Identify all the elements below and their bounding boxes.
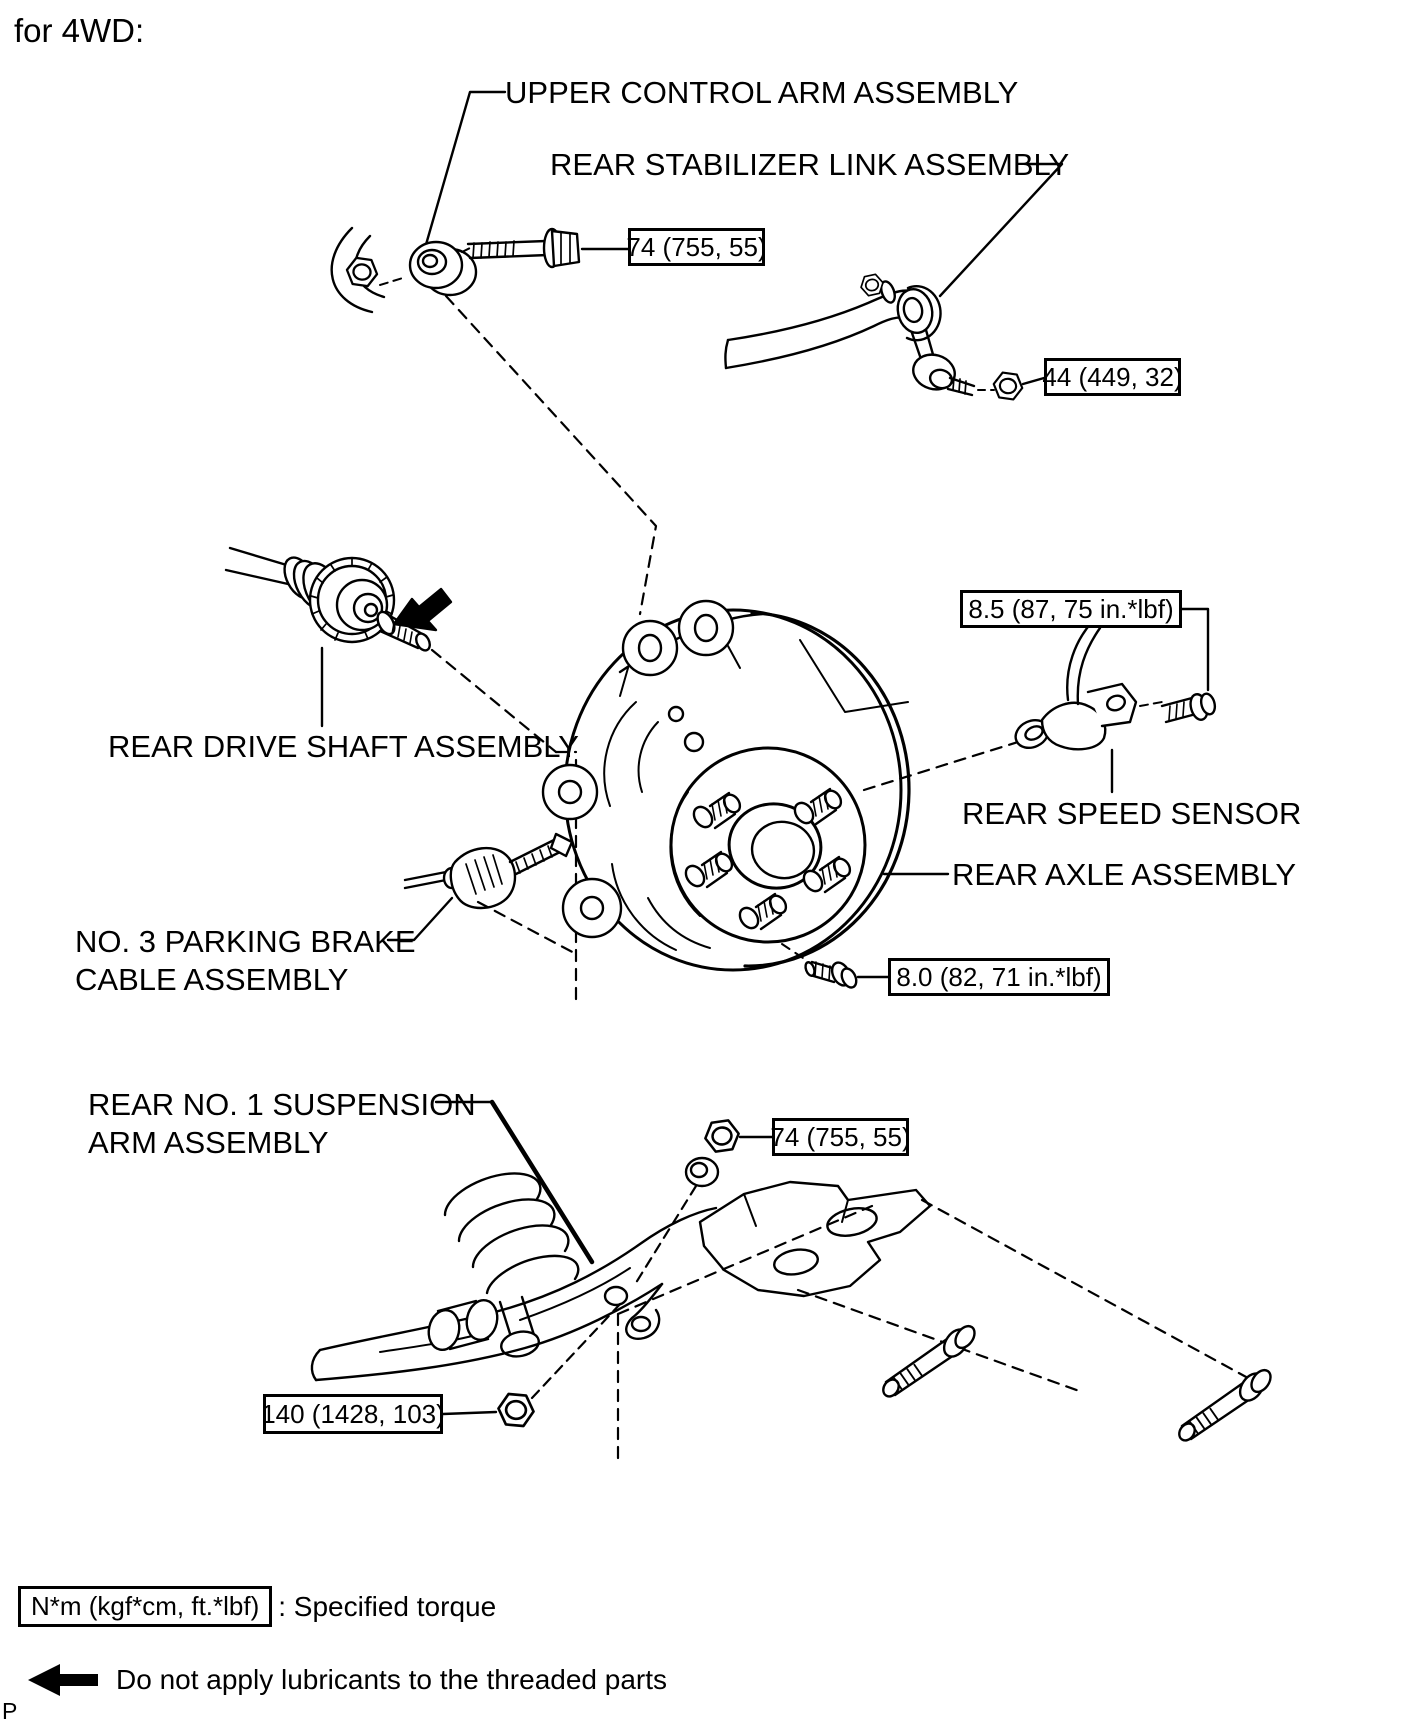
parking-brake-cable-drawing [388, 834, 578, 955]
torque-box-speed-sensor: 8.5 (87, 75 in.*lbf) [960, 590, 1182, 628]
label-rear-drive-shaft: REAR DRIVE SHAFT ASSEMBLY [108, 729, 579, 764]
torque-box-suspension-arm-cushion: 140 (1428, 103) [263, 1394, 443, 1434]
torque-box-upper-control-arm: 74 (755, 55) [628, 228, 765, 266]
lubricant-note-text: Do not apply lubricants to the threaded parts [116, 1664, 668, 1695]
lubricant-note [28, 1664, 667, 1696]
label-rear-axle: REAR AXLE ASSEMBLY [952, 857, 1297, 892]
label-parking-brake-line2: CABLE ASSEMBLY [75, 962, 349, 997]
rear-axle-drawing [543, 601, 948, 990]
label-upper-control-arm: UPPER CONTROL ARM ASSEMBLY [505, 75, 1019, 110]
stabilizer-link-drawing [725, 164, 1062, 400]
torque-legend-caption: : Specified torque [278, 1590, 497, 1622]
torque-unit-box: N*m (kgf*cm, ft.*lbf) [18, 1586, 272, 1627]
torque-box-stabilizer-link: 44 (449, 32) [1044, 358, 1181, 396]
direction-arrow-icon [394, 589, 451, 630]
torque-box-backing-plate: 8.0 (82, 71 in.*lbf) [888, 958, 1110, 996]
speed-sensor-drawing [864, 608, 1217, 792]
page-title: for 4WD: [14, 12, 145, 49]
do-not-lubricate-arrow-icon [28, 1664, 98, 1696]
label-rear-speed-sensor: REAR SPEED SENSOR [962, 796, 1302, 831]
label-rear-stabilizer-link: REAR STABILIZER LINK ASSEMBLY [550, 147, 1070, 182]
label-suspension-arm-line1: REAR NO. 1 SUSPENSION [88, 1087, 476, 1122]
label-parking-brake-line1: NO. 3 PARKING BRAKE [75, 924, 416, 959]
page-letter: P [2, 1698, 18, 1724]
torque-legend [18, 1586, 496, 1627]
suspension-arm-drawing [312, 1102, 1275, 1464]
torque-box-suspension-arm-nut: 74 (755, 55) [772, 1118, 909, 1156]
label-suspension-arm-line2: ARM ASSEMBLY [88, 1125, 329, 1160]
